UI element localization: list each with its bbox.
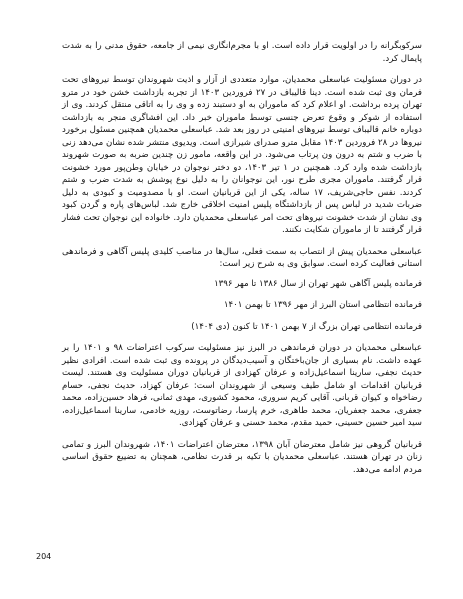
page-number: 204 <box>36 552 52 561</box>
paragraph-group-victims: قربانیان گروهی نیز شامل معترضان آبان ۱۳۹۸، معترضان اعتراضات ۱۴۰۱، شهروندان البرز و تمامی زنان در تهران هستند. عباسعلی محمدیان با تکیه بر قدرت نظامی، همچنان به تضییع حقوق اساسی مردم ادامه می‌دهد. <box>62 439 422 475</box>
career-item-2: فرمانده انتظامی استان البرز از مهر ۱۳۹۶ تا بهمن ۱۴۰۱ <box>223 300 422 310</box>
paragraph-alborz-victims: عباسعلی محمدیان در دوران فرماندهی در البرز نیز مسئولیت سرکوب اعتراضات ۹۸ و ۱۴۰۱ را بر عهده داشت. نام بسیاری از جان‌باختگان و آسیب‌دیدگان در پرونده وی ثبت شده است. افرادی نظیر حدیث نجفی، سارینا اسماعیل‌زاده و عرفان کهزادی از قربانیان دوران مسئولیت وی هستند. لیست قربانیان اقدامات او شامل طیف وسیعی از شهروندان است: عرفان کهزاد، حدیث نجفی، حسام رضاخواه و کیوان قربانی. آقایی کریم سروری، محمود کشوری، مهدی ثمانی، فرهاد حسین‌زاده، محمد جعفری، محمد جعفریان، محمد طاهری، خرم پارسا، رضاتوست، روزیه خادمی، سارینا اسماعیل‌زاده، سید امیر حسین حسینی، حمید مقدم، محمد حسنی و عرفان کهزادی. <box>62 343 422 428</box>
career-item-1: فرمانده پلیس آگاهی شهر تهران از سال ۱۳۸۶ تا مهر ۱۳۹۶ <box>214 278 422 289</box>
paragraph-incidents: در دوران مسئولیت عباسعلی محمدیان، موارد متعددی از آزار و اذیت شهروندان توسط نیروهای تحت فرمان وی ثبت شده است. دینا قالیباف در ۲۷ فروردین ۱۴۰۳ از تجربه بازداشت خشن خود در مترو تهران پرده برداشت. او اعلام کرد که ماموران به او دستبند زده و وی را به اتاقی منتقل کردند. وی از استفاده از شوکر و وقوع تعرض جنسی توسط ماموران خبر داد. این افشاگری منجر به بازداشت دوباره خانم قالیباف توسط نیروهای امنیتی در روز بعد شد. عباسعلی محمدیان همچنین مسئول برخورد نیروها در ۲۸ فروردین ۱۴۰۳ مقابل مترو صدرای شیرازی است. ویدیوی منتشر شده نشان می‌دهد زنی با ضرب و شتم به درون ون پرتاب می‌شود. در این واقعه، مامور زن چندین ضربه به صورت شهروند بازداشت شده وارد کرد. همچنین در ۱ تیر ۱۴۰۳، دو دختر نوجوان در خیابان وطن‌پور مورد خشونت قرار گرفتند. ماموران مجری طرح نور، این نوجوانان را به دلیل نوع پوشش به شدت ضرب و شتم کردند. نفس حاجی‌شریف، ۱۷ ساله، یکی از این قربانیان است. او با مصدومیت و کبودی به دلیل ضربات شدید در لباس پس از بازداشتگاه پلیس امنیت اخلاقی خارج شد. لباس‌های پاره و گردن کبود وی نشان از شدت خشونت نیروهای تحت امر عباسعلی محمدیان دارد. خانواده این نوجوان تحت فشار قرار گرفتند تا از ماموران شکایت نکنند. <box>62 75 422 235</box>
career-item-3: فرمانده انتظامی تهران بزرگ از ۷ بهمن ۱۴۰۱ تا کنون (دی ۱۴۰۴) <box>191 321 422 332</box>
paragraph-career-intro: عباسعلی محمدیان پیش از انتصاب به سمت فعلی، سال‌ها در مناصب کلیدی پلیس آگاهی و فرماندهی استانی فعالیت کرده است. سوابق وی به شرح زیر است: <box>62 246 422 269</box>
document-body <box>62 40 422 485</box>
paragraph-intro: سرکوبگرانه را در اولویت قرار داده است. او با مجرم‌انگاری نیمی از جامعه، حقوق مدنی را به شدت پایمال کرد. <box>62 41 422 64</box>
